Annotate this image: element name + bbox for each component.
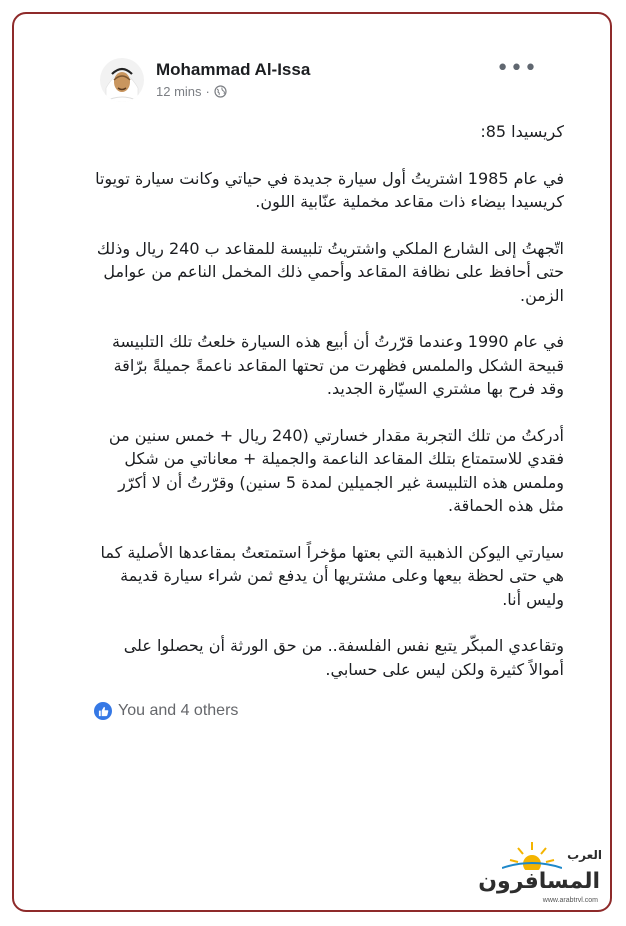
more-options-icon[interactable]: •••	[496, 56, 538, 81]
post-paragraph: أدركتُ من تلك التجربة مقدار خسارتي (240 ريال + خمس سنين من فقدي للاستمتاع بتلك المقاعد الناعمة والجميلة + معاناتي من شكل وملمس هذه التلبيسة غير الجميلين لمدة 5 سنين) وقرّرتُ أن لا أكرّر مثل هذه الحماقة.	[108, 425, 564, 515]
globe-icon	[214, 85, 227, 98]
facebook-post	[94, 50, 564, 720]
post-author[interactable]: Mohammad Al-Issa	[156, 60, 311, 79]
post-time[interactable]: 12 mins	[156, 84, 202, 99]
avatar[interactable]	[100, 58, 144, 102]
post-paragraph: اتّجهتُ إلى الشارع الملكي واشتريتُ تلبيسة للمقاعد ب 240 ريال وذلك حتى أحافظ على نظافة المقاعد وأحمي ذلك المخمل الناعم من عوامل الزمن.	[96, 238, 564, 305]
post-paragraph: في عام 1985 اشتريتُ أول سيارة جديدة في حياتي وكانت سيارة تويوتا كريسيدا بيضاء ذات مقاعد مخملية عنّابية اللون.	[95, 168, 564, 211]
meta-separator: ·	[205, 84, 210, 99]
post-paragraph: سيارتي اليوكن الذهبية التي بعتها مؤخراً استمتعتُ بمقاعدها الأصلية كما هي حتى لحظة بيعها وعلى مشتريها أن يدفع ثمن شراء سيارة قديمة وليس أنا.	[100, 542, 564, 609]
post-body	[94, 120, 564, 681]
watermark-sub: العرب	[567, 848, 602, 862]
like-icon	[94, 702, 112, 720]
post-paragraph: في عام 1990 وعندما قرّرتُ أن أبيع هذه السيارة خلعتُ تلك التلبيسة قبيحة الشكل والملمس فظهرت من تحتها المقاعد ناعمةً جميلةً برّاقة وقد فرح بها مشتري السيّارة الجديد.	[111, 332, 564, 398]
screenshot-frame	[12, 12, 612, 912]
post-meta	[156, 84, 227, 99]
post-paragraph: كريسيدا 85:	[480, 122, 564, 141]
reactions-bar[interactable]	[94, 702, 564, 720]
post-paragraph: وتقاعدي المبكّر يتبع نفس الفلسفة.. من حق الورثة أن يحصلوا على أموالاً كثيرة ولكن ليس على حسابي.	[123, 636, 564, 679]
reactions-count[interactable]: You and 4 others	[118, 702, 239, 719]
site-watermark	[478, 840, 606, 904]
post-header	[94, 50, 564, 112]
watermark-text: المسافرون	[478, 869, 600, 894]
watermark-url: www.arabtrvl.com	[542, 897, 598, 904]
sun-logo-icon	[502, 840, 562, 870]
